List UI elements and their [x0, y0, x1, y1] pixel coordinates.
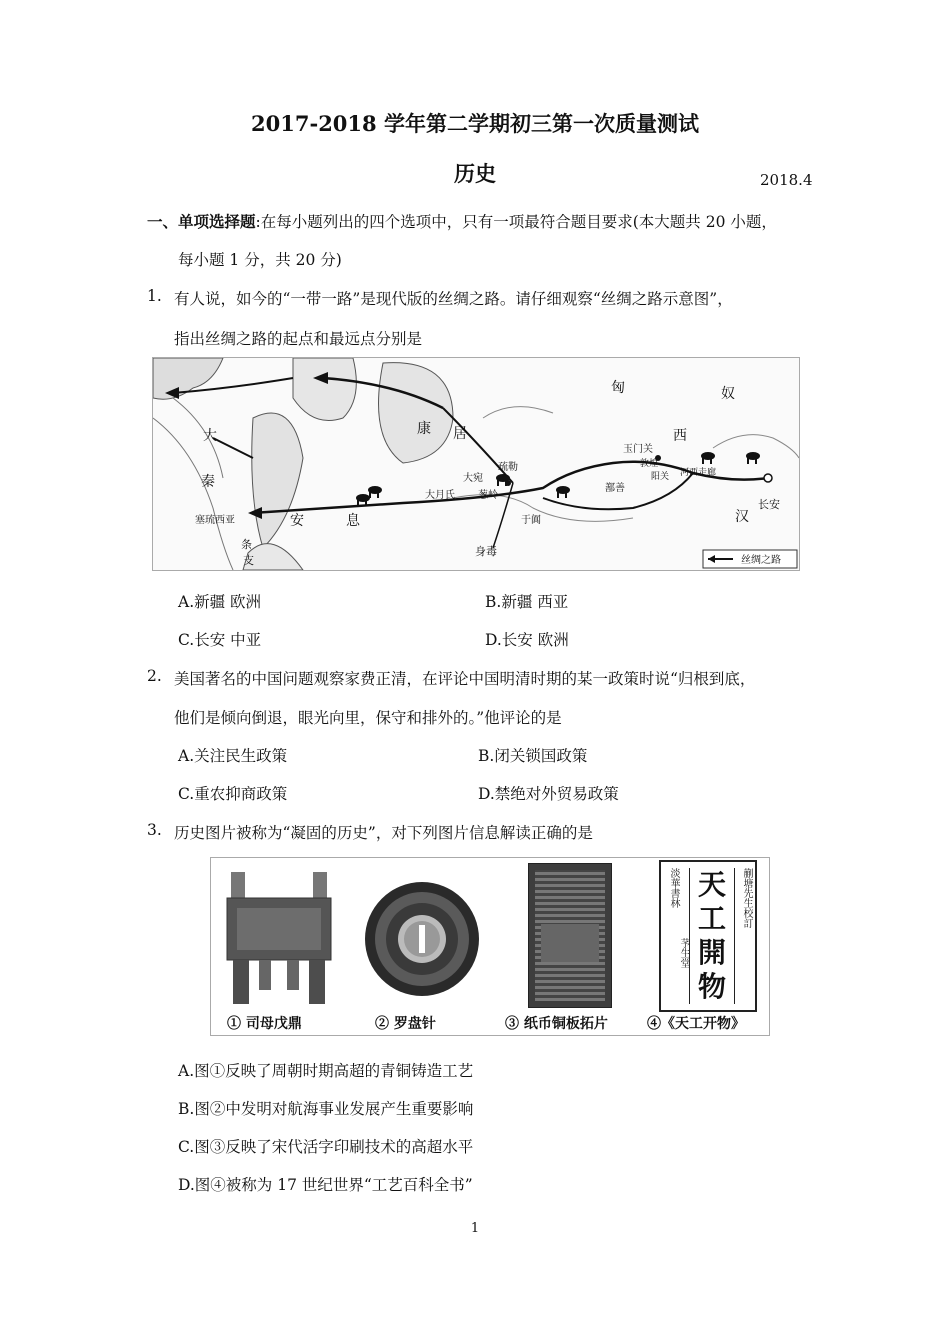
map-label-shanshan: 鄯善 — [605, 483, 625, 494]
map-label-dunhuang: 敦煌 — [640, 459, 659, 469]
q2-option-a[interactable]: A.关注民生政策 — [178, 747, 288, 765]
q1-option-a[interactable]: A.新疆 欧洲 — [178, 593, 262, 611]
book-title-char-3: 開 — [697, 936, 726, 969]
map-label-da: 大 — [203, 428, 217, 444]
q1-stem-line1: 有人说，如今的“一带一路”是现代版的丝绸之路。请仔细观察“丝绸之路示意图”， — [174, 290, 733, 308]
q3-stem: 历史图片被称为“凝固的历史”，对下列图片信息解读正确的是 — [174, 824, 593, 842]
q2-number: 2. — [147, 667, 162, 685]
map-label-shule: 疏勒 — [498, 462, 518, 473]
book-publisher: 芧生堂 — [678, 938, 689, 968]
map-label-tiao: 条 — [241, 538, 252, 551]
map-label-congling: 葱岭 — [478, 490, 498, 501]
map-label-qin: 秦 — [201, 474, 215, 490]
changan-dot — [764, 474, 772, 482]
map-label-han: 汉 — [735, 509, 749, 525]
q3-option-b[interactable]: B.图②中发明对航海事业发展产生重要影响 — [178, 1100, 474, 1118]
silk-road-map-svg — [153, 358, 799, 570]
section-instruction-2: 每小题 1 分，共 20 分) — [178, 251, 342, 269]
caption-banknote: ③ 纸币铜板拓片 — [505, 1016, 608, 1032]
q2-stem-line1: 美国著名的中国问题观察家费正清，在评论中国明清时期的某一政策时说“归根到底， — [174, 670, 756, 688]
caption-ding: ① 司母戊鼎 — [227, 1016, 302, 1032]
compass-image — [363, 880, 481, 998]
map-label-dawan: 大宛 — [463, 473, 483, 484]
map-label-dayuezhi: 大月氏 — [425, 490, 455, 501]
q3-number: 3. — [147, 821, 162, 839]
book-title-char-4: 物 — [697, 970, 726, 1003]
map-label-xiongnu2: 奴 — [721, 386, 735, 402]
q2-option-d[interactable]: D.禁绝对外贸易政策 — [478, 785, 619, 803]
q2-option-b[interactable]: B.闭关锁国政策 — [478, 747, 588, 765]
section-instruction: :在每小题列出的四个选项中，只有一项最符合题目要求(本大题共 20 小题， — [255, 213, 777, 231]
book-title — [689, 868, 735, 1004]
banknote-plate-image — [528, 863, 612, 1008]
q1-option-c[interactable]: C.长安 中亚 — [178, 631, 262, 649]
section-heading — [147, 210, 777, 232]
map-label-zhi: 支 — [243, 554, 254, 567]
map-label-sailiu: 塞琉西亚 — [195, 515, 235, 526]
book-side-right: 蒯塘先生校訂 — [741, 868, 752, 928]
map-label-kang: 康 — [417, 421, 431, 437]
map-label-xi2: 西 — [673, 428, 687, 444]
book-side-left: 淡華書林 — [668, 868, 679, 908]
map-label-an: 安 — [290, 513, 304, 529]
q1-number: 1. — [147, 287, 162, 305]
map-label-yangguan: 阳关 — [651, 472, 670, 482]
map-label-hexi: 河西走廊 — [680, 468, 717, 478]
section-label: 一、单项选择题 — [147, 212, 256, 231]
map-label-shendu: 身毒 — [475, 545, 497, 558]
map-label-xi: 息 — [346, 513, 360, 529]
caspian-sea — [379, 363, 454, 463]
mediterranean-sea — [153, 358, 223, 399]
q2-stem-line2: 他们是倾向倒退，眼光向里，保守和排外的。”他评论的是 — [174, 709, 562, 727]
black-sea — [293, 358, 356, 421]
q1-stem-line2: 指出丝绸之路的起点和最远点分别是 — [174, 330, 423, 348]
map-label-ju: 居 — [453, 426, 467, 442]
map-label-changan: 长安 — [758, 498, 780, 511]
silk-road-map — [152, 357, 800, 571]
map-label-yumenguan: 玉门关 — [623, 444, 653, 455]
subject-title: 历史 — [454, 161, 496, 186]
book-title-char-2: 工 — [697, 902, 726, 935]
exam-date: 2018.4 — [760, 171, 813, 189]
caption-tiangong: ④《天工开物》 — [647, 1016, 745, 1032]
ding-image — [219, 872, 339, 1007]
map-label-yutian: 于阗 — [521, 515, 541, 526]
q3-figures — [210, 857, 770, 1036]
map-label-xiongnu1: 匈 — [611, 380, 625, 396]
q3-option-d[interactable]: D.图④被称为 17 世纪世界“工艺百科全书” — [178, 1176, 473, 1194]
exam-title: 2017-2018 学年第二学期初三第一次质量测试 — [251, 111, 699, 136]
q1-option-b[interactable]: B.新疆 西亚 — [485, 593, 569, 611]
book-title-char-1: 天 — [697, 868, 726, 901]
q1-option-d[interactable]: D.长安 欧洲 — [485, 631, 569, 649]
page-number: 1 — [470, 1221, 480, 1236]
q2-option-c[interactable]: C.重农抑商政策 — [178, 785, 288, 803]
caption-compass: ② 罗盘针 — [375, 1016, 436, 1032]
map-legend-label: 丝绸之路 — [741, 555, 781, 566]
q3-option-c[interactable]: C.图③反映了宋代活字印刷技术的高超水平 — [178, 1138, 474, 1156]
tiangong-kaiwu-image — [659, 860, 757, 1012]
q3-option-a[interactable]: A.图①反映了周朝时期高超的青铜铸造工艺 — [178, 1062, 474, 1080]
